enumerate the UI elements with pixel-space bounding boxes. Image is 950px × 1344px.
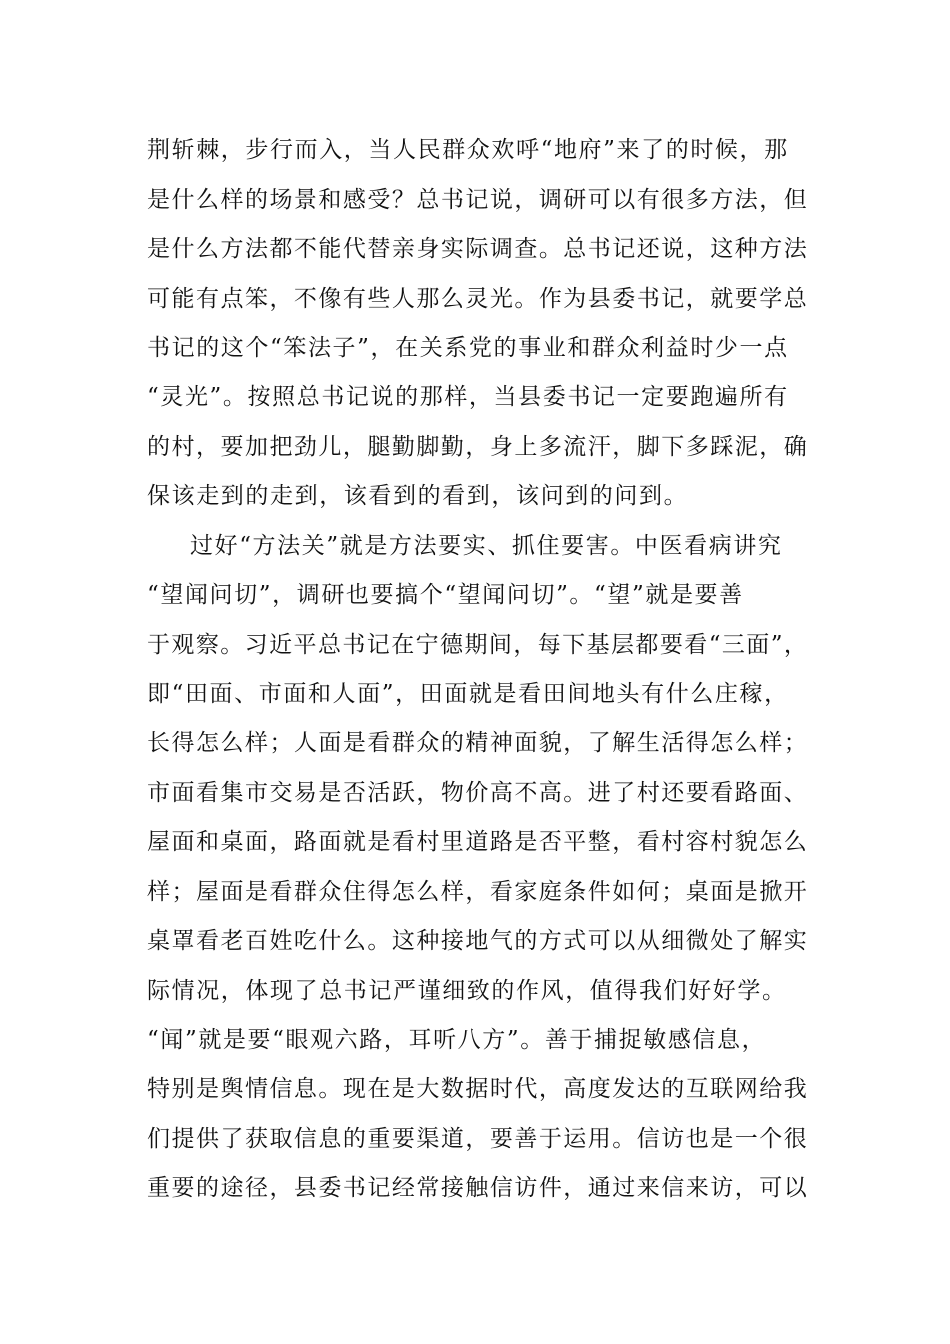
text-line-22: 重要的途径，县委书记经常接触信访件，通过来信来访，可以: [147, 1175, 809, 1201]
text-line-12: 即“田面、市面和人面”，田面就是看田间地头有什么庄稼，: [147, 681, 789, 707]
text-line-20: 特别是舆情信息。现在是大数据时代，高度发达的互联网给我: [147, 1076, 809, 1102]
text-line-15: 屋面和桌面，路面就是看村里道路是否平整，看村容村貌怎么: [147, 829, 809, 855]
text-line-1: 荆斩棘，步行而入，当人民群众欢呼“地府”来了的时候，那: [147, 137, 789, 163]
text-line-7: 的村，要加把劲儿，腿勤脚勤，身上多流汗，脚下多踩泥，确: [147, 434, 809, 460]
text-line-6: “灵光”。按照总书记说的那样，当县委书记一定要跑遍所有: [147, 384, 789, 410]
text-line-8: 保该走到的走到，该看到的看到，该问到的问到。: [147, 483, 689, 509]
text-line-17: 桌罩看老百姓吃什么。这种接地气的方式可以从细微处了解实: [147, 928, 809, 954]
text-line-3: 是什么方法都不能代替亲身实际调查。总书记还说，这种方法: [147, 236, 809, 262]
text-line-11: 于观察。习近平总书记在宁德期间，每下基层都要看“三面”，: [147, 632, 809, 658]
text-line-4: 可能有点笨，不像有些人那么灵光。作为县委书记，就要学总: [147, 286, 809, 312]
text-line-9: 过好“方法关”就是方法要实、抓住要害。中医看病讲究: [190, 533, 783, 559]
text-line-16: 样；屋面是看群众住得怎么样，看家庭条件如何；桌面是掀开: [147, 879, 809, 905]
text-line-14: 市面看集市交易是否活跃，物价高不高。进了村还要看路面、: [147, 780, 809, 806]
text-line-5: 书记的这个“笨法子”，在关系党的事业和群众利益时少一点: [147, 335, 789, 361]
text-line-10: “望闻问切”，调研也要搞个“望闻问切”。“望”就是要善: [147, 582, 744, 608]
text-line-21: 们提供了获取信息的重要渠道，要善于运用。信访也是一个很: [147, 1126, 809, 1152]
text-line-19: “闻”就是要“眼观六路，耳听八方”。善于捕捉敏感信息，: [147, 1027, 767, 1053]
text-line-2: 是什么样的场景和感受？总书记说，调研可以有很多方法，但: [147, 187, 809, 213]
text-line-18: 际情况，体现了总书记严谨细致的作风，值得我们好好学。: [147, 978, 787, 1004]
text-line-13: 长得怎么样；人面是看群众的精神面貌，了解生活得怎么样；: [147, 730, 809, 756]
